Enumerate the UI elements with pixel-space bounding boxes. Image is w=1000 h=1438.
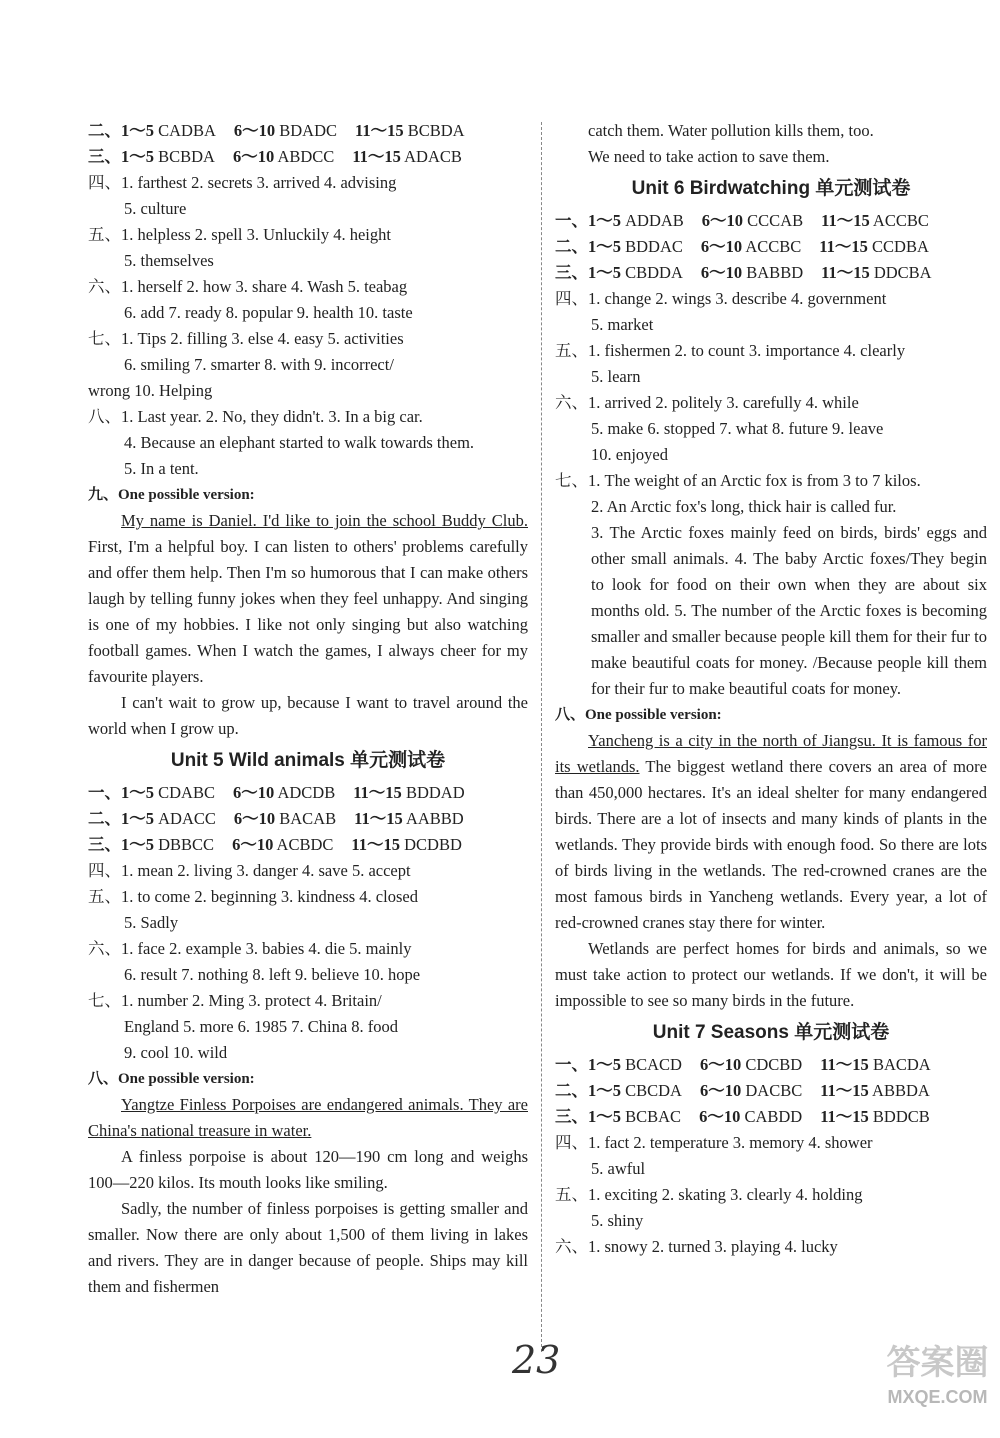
answer-row: 二、1～5 BDDAC 6～10 ACCBC 11～15 CCDBA — [555, 237, 929, 256]
answer-line: 五、1. helpless 2. spell 3. Unluckily 4. height — [88, 225, 391, 244]
essay-paragraph: I can't wait to grow up, because I want to travel around the world when I grow up. — [88, 693, 528, 738]
answer-line: 9. cool 10. wild — [124, 1043, 228, 1062]
answer-line: 5. culture — [124, 199, 187, 218]
answer-row: 二、1～5 CADBA 6～10 BDADC 11～15 BCBDA — [88, 121, 465, 140]
section-label: 九、One possible version: — [88, 487, 255, 503]
watermark-logo — [885, 1340, 990, 1420]
answer-row: 一、1～5 BCACD 6～10 CDCBD 11～15 BACDA — [555, 1055, 931, 1074]
answer-row: 一、1～5 ADDAB 6～10 CCCAB 11～15 ACCBC — [555, 211, 929, 230]
answer-line: 6. result 7. nothing 8. left 9. believe 10. hope — [124, 965, 421, 984]
essay-paragraph: My name is Daniel. I'd like to join the school Buddy Club. First, I'm a helpful boy. I can listen to others' problems carefully and offer them help. Then I'm so humorous that I can make others laugh by telling funny jokes when they feel unhappy. And singing is one of my hobbies. I like not only singing but also watching football games. When I watch the games, I always cheer for my favourite players. — [88, 511, 528, 686]
column-divider — [541, 122, 543, 1352]
answer-line: 5. awful — [591, 1159, 646, 1178]
essay-paragraph: Yancheng is a city in the north of Jiangsu. It is famous for its wetlands. The biggest wetland there covers an area of more than 450,000 hectares. It's an ideal shelter for many endangered birds. There are a lot of insects and many kinds of plants in the wetlands. They provide birds with enough food. So there are lots of birds living in the wetlands. The red-crowned cranes are the most famous birds in Yancheng wetlands. Every year, a lot of red-crowned cranes stay there for winter. — [555, 731, 987, 932]
right-column — [555, 118, 987, 1260]
answer-row: 二、1～5 ADACC 6～10 BACAB 11～15 AABBD — [88, 809, 464, 828]
answer-row: 三、1～5 CBDDA 6～10 BABBD 11～15 DDCBA — [555, 263, 932, 282]
unit-title: Unit 5 Wild animals 单元测试卷 — [170, 750, 446, 771]
answer-line: 5. market — [591, 315, 654, 334]
answer-line: 六、1. herself 2. how 3. share 4. Wash 5. teabag — [88, 277, 408, 296]
watermark-text: 答案圈 — [886, 1344, 989, 1382]
answer-line: 七、1. Tips 2. filling 3. else 4. easy 5. activities — [88, 329, 404, 348]
essay-paragraph: Yangtze Finless Porpoises are endangered animals. They are China's national treasure in water. — [88, 1095, 528, 1140]
answer-line: England 5. more 6. 1985 7. China 8. food — [124, 1017, 399, 1036]
answer-line: 四、1. farthest 2. secrets 3. arrived 4. advising — [88, 173, 397, 192]
answer-line: 5. themselves — [124, 251, 214, 270]
answer-line: 5. make 6. stopped 7. what 8. future 9. leave — [591, 419, 884, 438]
essay-paragraph: Wetlands are perfect homes for birds and animals, so we must take action to protect our wetlands. If we don't, it will be impossible to see so many birds in the future. — [555, 939, 987, 1010]
answer-paragraph: 3. The Arctic foxes mainly feed on birds, birds' eggs and other small animals. 4. The baby Arctic foxes/They begin to look for food on their own when they are about six months old. 5. The number of the Arctic foxes is becoming smaller and smaller because people kill them for their fur to make beautiful coats for money. /Because people kill them for their fur to make beautiful coats for money. — [591, 523, 987, 698]
answer-line: 5. In a tent. — [124, 459, 199, 478]
answer-line: wrong 10. Helping — [88, 381, 213, 400]
answer-row: 三、1～5 BCBDA 6～10 ABDCC 11～15 ADACB — [88, 147, 462, 166]
answer-line: 五、1. exciting 2. skating 3. clearly 4. holding — [555, 1185, 863, 1204]
answer-line: 五、1. to come 2. beginning 3. kindness 4. closed — [88, 887, 418, 906]
answer-line: 5. learn — [591, 367, 641, 386]
answer-line: 六、1. snowy 2. turned 3. playing 4. lucky — [555, 1237, 838, 1256]
answer-line: 6. smiling 7. smarter 8. with 9. incorrect/ — [124, 355, 394, 374]
watermark-url: MXQE.COM — [887, 1387, 988, 1407]
answer-line: 四、1. fact 2. temperature 3. memory 4. shower — [555, 1133, 873, 1152]
section-label: 八、One possible version: — [555, 707, 722, 723]
answer-line: 四、1. mean 2. living 3. danger 4. save 5. accept — [88, 861, 411, 880]
essay-paragraph: Sadly, the number of finless porpoises is getting smaller and smaller. Now there are only about 1,500 of them living in lakes and rivers. They are in danger because of people. Ships may kill them and fishermen — [88, 1199, 528, 1296]
answer-row: 二、1～5 CBCDA 6～10 DACBC 11～15 ABBDA — [555, 1081, 930, 1100]
answer-line: 五、1. fishermen 2. to count 3. importance 4. clearly — [555, 341, 906, 360]
answer-row: 三、1～5 DBBCC 6～10 ACBDC 11～15 DCDBD — [88, 835, 462, 854]
essay-paragraph: A finless porpoise is about 120—190 cm long and weighs 100—220 kilos. Its mouth looks like smiling. — [88, 1147, 528, 1192]
section-label: 八、One possible version: — [88, 1071, 255, 1087]
answer-line: 七、1. number 2. Ming 3. protect 4. Britain/ — [88, 991, 382, 1010]
unit-title: Unit 6 Birdwatching 单元测试卷 — [631, 178, 911, 199]
answer-line: 10. enjoyed — [591, 445, 668, 464]
answer-row: 三、1～5 BCBAC 6～10 CABDD 11～15 BDDCB — [555, 1107, 930, 1126]
essay-paragraph: catch them. Water pollution kills them, too. — [588, 121, 874, 140]
answer-line: 6. add 7. ready 8. popular 9. health 10. taste — [124, 303, 413, 322]
answer-paragraph: 2. An Arctic fox's long, thick hair is called fur. — [591, 497, 897, 516]
unit-title: Unit 7 Seasons 单元测试卷 — [652, 1022, 890, 1043]
essay-paragraph: We need to take action to save them. — [588, 147, 830, 166]
answer-line: 六、1. face 2. example 3. babies 4. die 5. mainly — [88, 939, 412, 958]
answer-line: 四、1. change 2. wings 3. describe 4. government — [555, 289, 887, 308]
answer-line: 5. Sadly — [124, 913, 179, 932]
answer-line: 七、1. The weight of an Arctic fox is from 3 to 7 kilos. — [555, 471, 921, 490]
answer-row: 一、1～5 CDABC 6～10 ADCDB 11～15 BDDAD — [88, 783, 465, 802]
left-column — [88, 118, 528, 1300]
answer-line: 4. Because an elephant started to walk towards them. — [124, 433, 475, 452]
answer-line: 5. shiny — [591, 1211, 644, 1230]
answer-line: 六、1. arrived 2. politely 3. carefully 4. while — [555, 393, 859, 412]
answer-line: 八、1. Last year. 2. No, they didn't. 3. In a big car. — [88, 407, 423, 426]
page-number: 23 — [512, 1338, 561, 1382]
